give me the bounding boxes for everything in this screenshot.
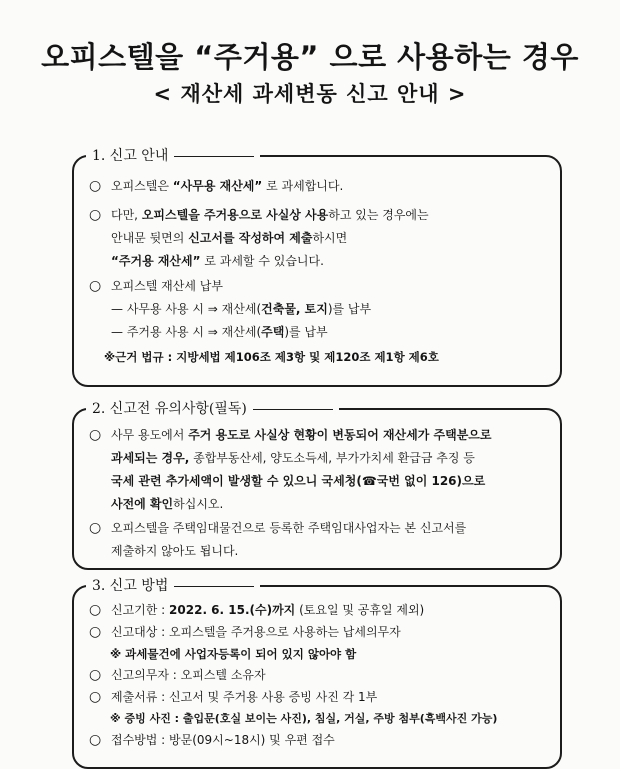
list-item: ○ 오피스텔을 주택임대물건으로 등록한 주택임대사업자는 본 신고서를 제출하지 않아도 됩니다. bbox=[89, 517, 552, 563]
list-item: ○ 접수방법 : 방문(09시~18시) 및 우편 접수 bbox=[89, 729, 552, 752]
section-heading: 3. 신고 방법 bbox=[86, 575, 260, 597]
bullet-circle: ○ bbox=[89, 624, 102, 640]
docs-note: ※ 증빙 사진 : 출입문(호실 보이는 사진), 침실, 거실, 주방 첨부(흑백사진 가능) bbox=[110, 712, 498, 725]
section-report-guide bbox=[72, 148, 562, 387]
section-report-method bbox=[72, 578, 562, 769]
list-item: ○ 제출서류 : 신고서 및 주거용 사용 증빙 사진 각 1부 bbox=[89, 686, 552, 709]
list-item: ○ 신고대상 : 오피스텔을 주거용으로 사용하는 납세의무자 bbox=[89, 621, 552, 644]
bullet-circle: ○ bbox=[89, 667, 102, 683]
section-precautions bbox=[72, 401, 562, 570]
bullet-circle: ○ bbox=[89, 602, 102, 618]
section-heading: 1. 신고 안내 bbox=[86, 145, 260, 167]
bullet-circle: ○ bbox=[89, 520, 102, 536]
bullet-circle: ○ bbox=[89, 732, 102, 748]
list-item: ○ 오피스텔은 “사무용 재산세” 로 과세합니다. bbox=[89, 175, 552, 198]
list-item: ○ 신고의무자 : 오피스텔 소유자 bbox=[89, 664, 552, 687]
document-subtitle: < 재산세 과세변동 신고 안내 > bbox=[153, 82, 467, 106]
bullet-circle: ○ bbox=[89, 278, 102, 294]
list-item: ○ 사무 용도에서 주거 용도로 사실상 현황이 변동되어 재산세가 주택분으로 과세되는 경우, 종합부동산세, 양도소득세, 부가가치세 환급금 추징 등 국세 관련 추가세액이 발생할 수 있으니 국세청(☎국번 없이 126)으로 사전에 확인하십시오. bbox=[89, 424, 552, 516]
bullet-circle: ○ bbox=[89, 178, 102, 194]
bullet-circle: ○ bbox=[89, 689, 102, 705]
list-item: ○ 오피스텔 재산세 납부 — 사무용 사용 시 ⇒ 재산세(건축물, 토지)를 납부 — 주거용 사용 시 ⇒ 재산세(주택)를 납부 bbox=[89, 275, 552, 344]
legal-basis-note: ※근거 법규 : 지방세법 제106조 제3항 및 제120조 제1항 제6호 bbox=[104, 350, 439, 364]
bullet-circle: ○ bbox=[89, 427, 102, 443]
target-note: ※ 과세물건에 사업자등록이 되어 있지 않아야 함 bbox=[110, 647, 357, 661]
document-title: 오피스텔을 “주거용” 으로 사용하는 경우 bbox=[41, 40, 579, 74]
bullet-circle: ○ bbox=[89, 207, 102, 223]
list-item: ○ 신고기한 : 2022. 6. 15.(수)까지 (토요일 및 공휴일 제외) bbox=[89, 599, 552, 622]
section-heading: 2. 신고전 유의사항(필독) bbox=[86, 398, 339, 420]
list-item: ○ 다만, 오피스텔을 주거용으로 사실상 사용하고 있는 경우에는 안내문 뒷면의 신고서를 작성하여 제출하시면 “주거용 재산세” 로 과세할 수 있습니다. bbox=[89, 204, 552, 273]
